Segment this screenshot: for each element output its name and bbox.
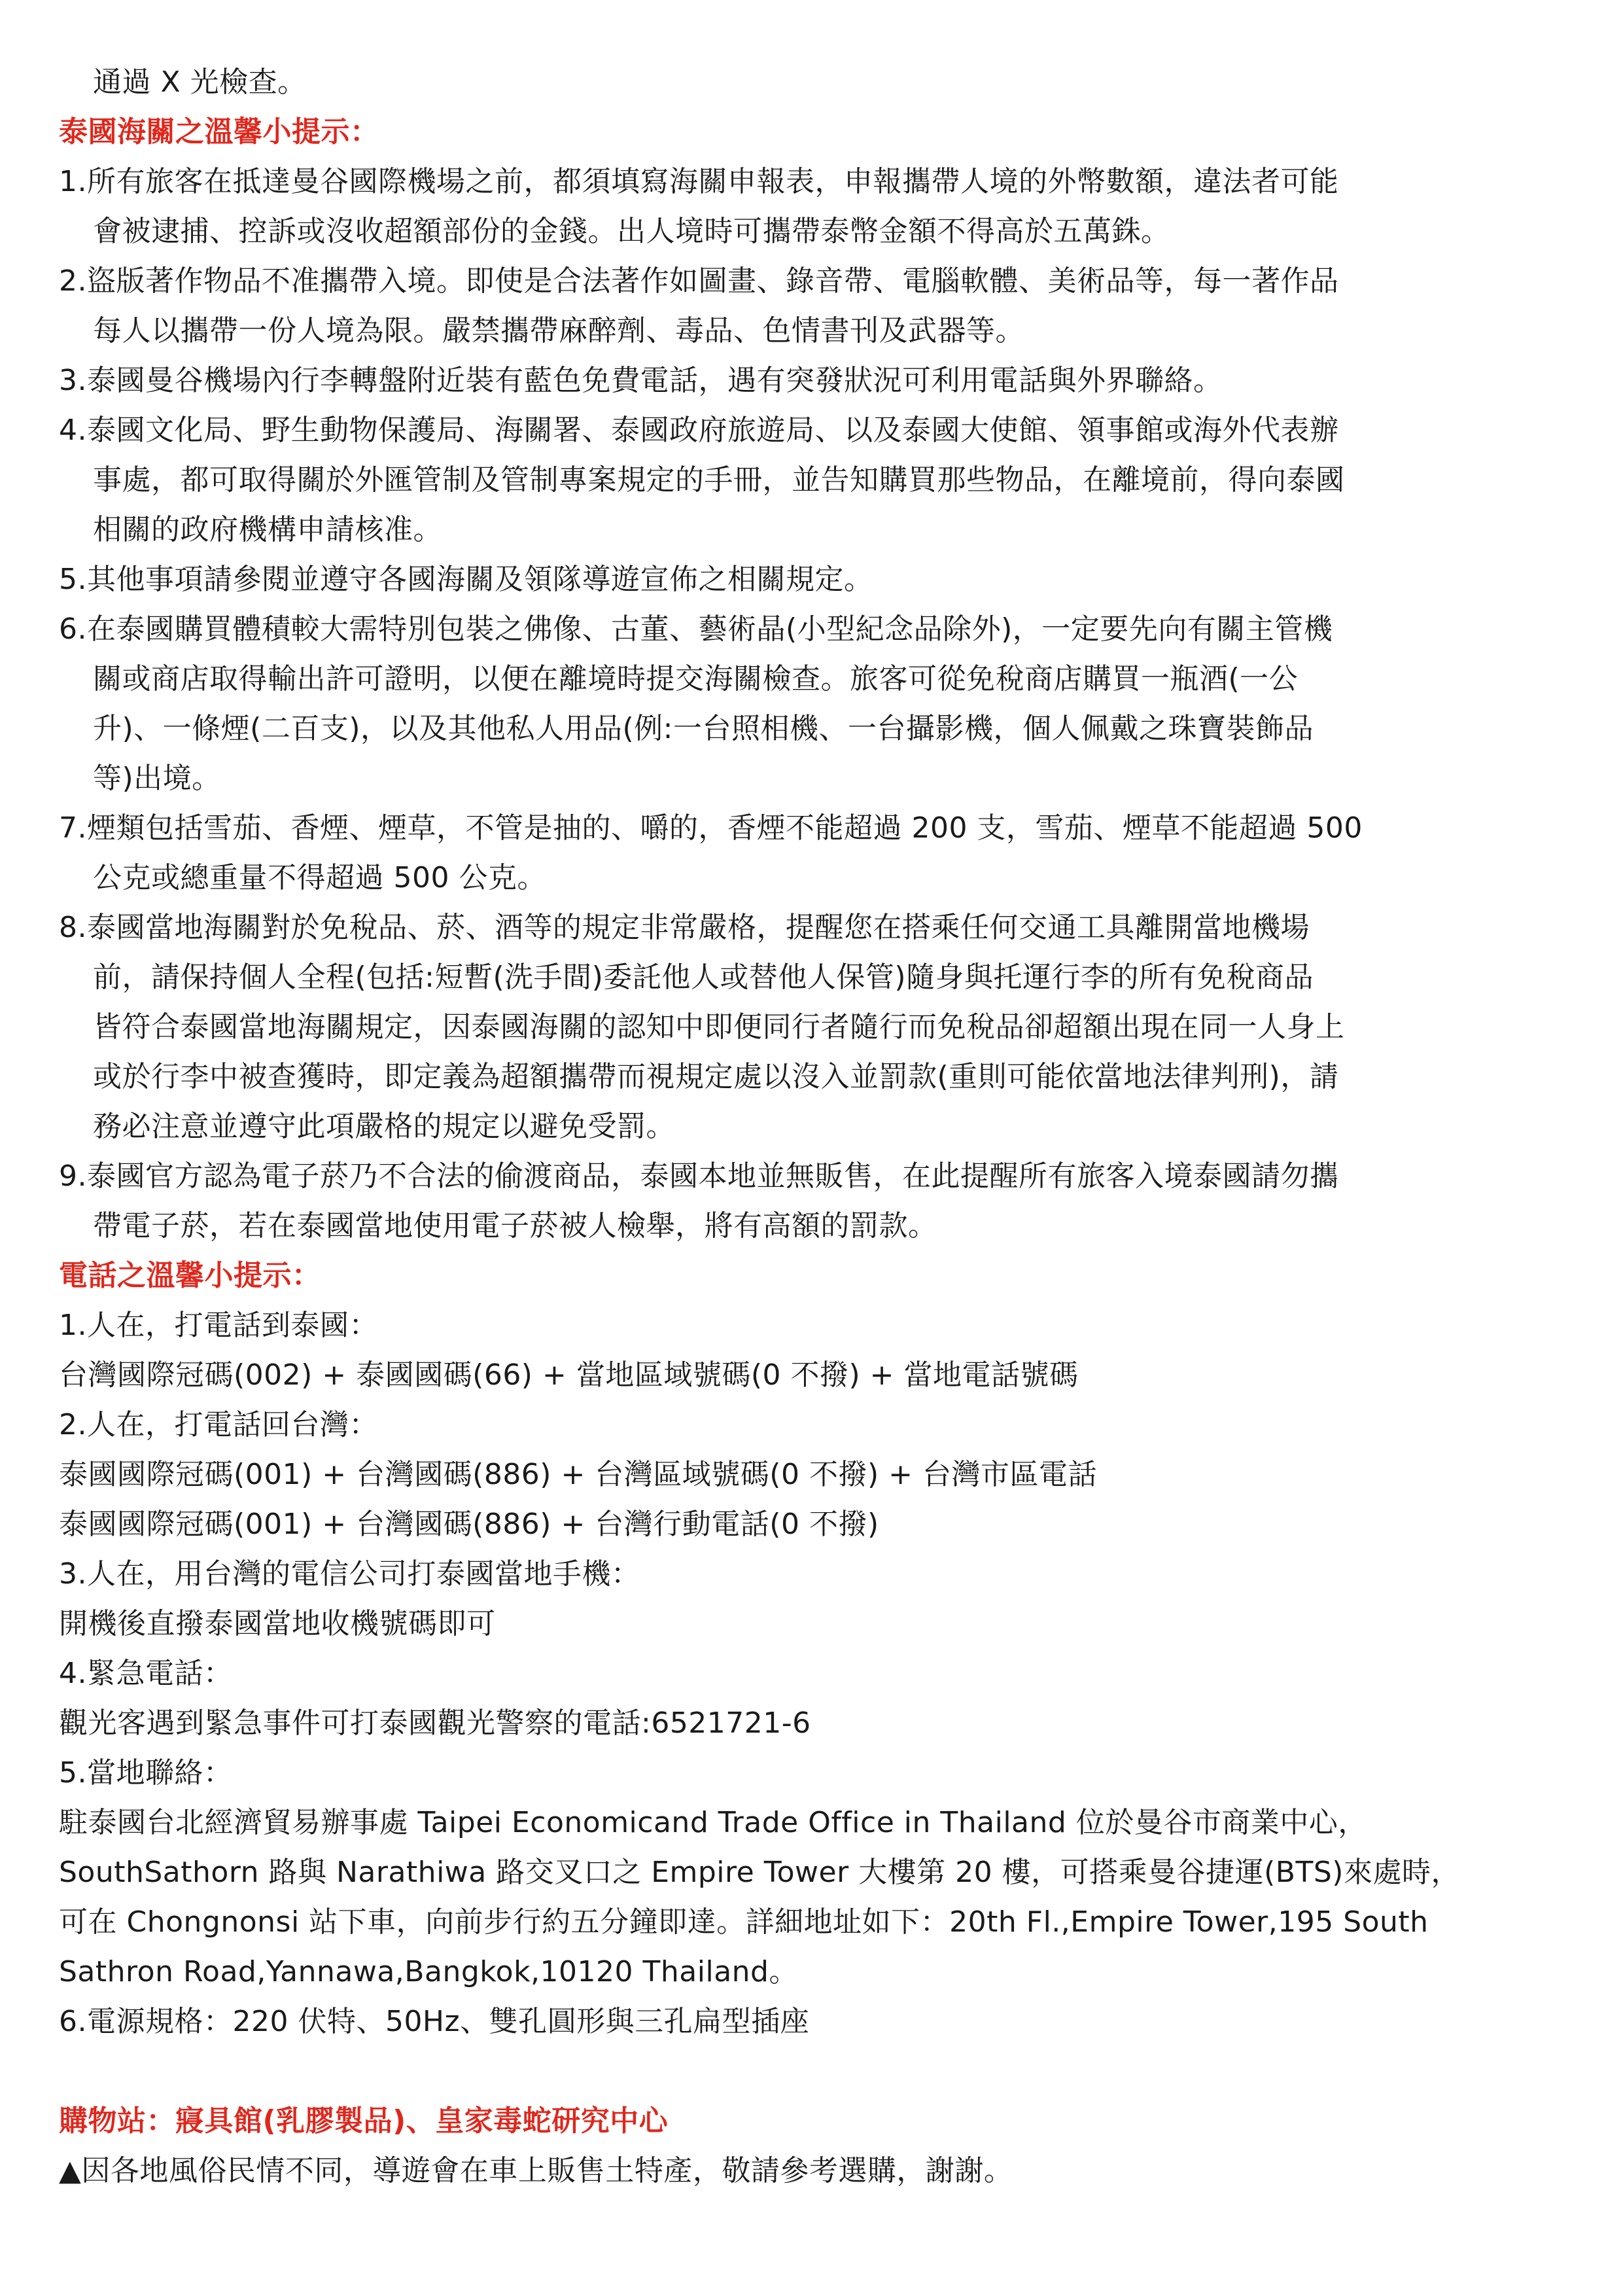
customs-tip-line: 7.煙類包括雪茄、香煙、煙草，不管是抽的、嚼的，香煙不能超過 200 支，雪茄、煙草不能超過 500 — [59, 811, 1363, 845]
phone-tip-line: 泰國國際冠碼(001) + 台灣國碼(886) + 台灣區域號碼(0 不撥) + 台灣市區電話 — [59, 1458, 1097, 1491]
customs-tip-line: 皆符合泰國當地海關規定，因泰國海關的認知中即便同行者隨行而免稅品卻超額出現在同一人身上 — [93, 1010, 1345, 1044]
phone-tips-list — [59, 1301, 1577, 2047]
phone-tip-line: 開機後直撥泰國當地收機號碼即可 — [59, 1607, 496, 1640]
customs-tip-line: 6.在泰國購買體積較大需特別包裝之佛像、古董、藝術晶(小型紀念品除外)，一定要先向有關主管機 — [59, 612, 1333, 646]
phone-tip-line: 泰國國際冠碼(001) + 台灣國碼(886) + 台灣行動電話(0 不撥) — [59, 1508, 879, 1541]
customs-tip-line: 5.其他事項請參閱並遵守各國海關及領隊導遊宣佈之相關規定。 — [59, 563, 873, 596]
phone-heading: 電話之溫馨小提示： — [59, 1259, 321, 1292]
customs-tip-line: 8.泰國當地海關對於免稅品、菸、酒等的規定非常嚴格，提醒您在搭乘任何交通工具離開當地機場 — [59, 911, 1310, 944]
phone-tip-line: 3.人在，用台灣的電信公司打泰國當地手機： — [59, 1557, 640, 1591]
customs-tip-line: 9.泰國官方認為電子菸乃不合法的偷渡商品，泰國本地並無販售，在此提醒所有旅客入境泰國請勿攜 — [59, 1159, 1339, 1193]
intro-line: 通過 X 光檢查。 — [93, 65, 307, 99]
phone-tip-line: 觀光客遇到緊急事件可打泰國觀光警察的電話:6521721-6 — [59, 1706, 811, 1740]
phone-tip-line: 駐泰國台北經濟貿易辦事處 Taipei Economicand Trade Office in Thailand 位於曼谷市商業中心， — [59, 1806, 1367, 1839]
phone-tip-line: 6.電源規格：220 伏特、50Hz、雙孔圓形與三孔扁型插座 — [59, 2005, 810, 2038]
customs-tip-line: 前，請保持個人全程(包括:短暫(洗手間)委託他人或替他人保管)隨身與托運行李的所有免稅商品 — [93, 961, 1314, 994]
customs-tip-line: 等)出境。 — [93, 762, 221, 795]
customs-tip-line: 關或商店取得輸出許可證明，以便在離境時提交海關檢查。旅客可從免稅商店購買一瓶酒(一公 — [93, 662, 1299, 696]
shopping-note: ▲因各地風俗民情不同，導遊會在車上販售土特產，敬請參考選購，謝謝。 — [59, 2154, 1013, 2187]
phone-tip-line: SouthSathorn 路與 Narathiwa 路交叉口之 Empire Tower 大樓第 20 樓，可搭乘曼谷捷運(BTS)來處時， — [59, 1856, 1460, 1889]
phone-tip-line: 2.人在，打電話回台灣： — [59, 1408, 378, 1441]
customs-tip-line: 升)、一條煙(二百支)，以及其他私人用品(例:一台照相機、一台攝影機，個人佩戴之珠寶裝飾品 — [93, 712, 1314, 745]
customs-tips-list — [59, 157, 1577, 1251]
shopping-heading: 購物站：寢具館(乳膠製品)、皇家毒蛇研究中心 — [59, 2104, 669, 2138]
customs-tip-line: 2.盜版著作物品不准攜帶入境。即使是合法著作如圖畫、錄音帶、電腦軟體、美術品等，每一著作品 — [59, 264, 1339, 298]
customs-tip-line: 帶電子菸，若在泰國當地使用電子菸被人檢舉，將有高額的罰款。 — [93, 1209, 937, 1243]
customs-tip-line: 3.泰國曼谷機場內行李轉盤附近裝有藍色免費電話，遇有突發狀況可利用電話與外界聯絡。 — [59, 364, 1223, 397]
phone-tip-line: Sathron Road,Yannawa,Bangkok,10120 Thailand。 — [59, 1955, 798, 1988]
customs-tip-line: 公克或總重量不得超過 500 公克。 — [93, 861, 546, 894]
customs-tip-line: 相關的政府機構申請核准。 — [93, 513, 442, 546]
customs-tip-line: 4.泰國文化局、野生動物保護局、海關署、泰國政府旅遊局、以及泰國大使館、領事館或海外代表辦 — [59, 414, 1339, 447]
customs-tip-line: 1.所有旅客在抵達曼谷國際機場之前，都須填寫海關申報表，申報攜帶人境的外幣數額，違法者可能 — [59, 165, 1339, 198]
phone-tip-line: 可在 Chongnonsi 站下車，向前步行約五分鐘即達。詳細地址如下：20th Fl.,Empire Tower,195 South — [59, 1905, 1429, 1939]
document-page — [59, 58, 1577, 2196]
phone-tip-line: 5.當地聯絡： — [59, 1756, 233, 1790]
phone-tip-line: 1.人在，打電話到泰國： — [59, 1309, 378, 1342]
customs-tip-line: 務必注意並遵守此項嚴格的規定以避免受罰。 — [93, 1110, 675, 1143]
phone-tip-line: 台灣國際冠碼(002) + 泰國國碼(66) + 當地區域號碼(0 不撥) + 當地電話號碼 — [59, 1358, 1079, 1392]
section-gap — [59, 2047, 1577, 2096]
customs-tip-line: 會被逮捕、控訴或沒收超額部份的金錢。出人境時可攜帶泰幣金額不得高於五萬銖。 — [93, 215, 1170, 248]
phone-tip-line: 4.緊急電話： — [59, 1657, 233, 1690]
customs-tip-line: 每人以攜帶一份人境為限。嚴禁攜帶麻醉劑、毒品、色情書刊及武器等。 — [93, 314, 1024, 347]
customs-heading: 泰國海關之溫馨小提示： — [59, 115, 379, 149]
customs-tip-line: 或於行李中被查獲時，即定義為超額攜帶而視規定處以沒入並罰款(重則可能依當地法律判刑)，請 — [93, 1060, 1339, 1093]
customs-tip-line: 事處，都可取得關於外匯管制及管制專案規定的手冊，並告知購買那些物品，在離境前，得向泰國 — [93, 463, 1345, 497]
